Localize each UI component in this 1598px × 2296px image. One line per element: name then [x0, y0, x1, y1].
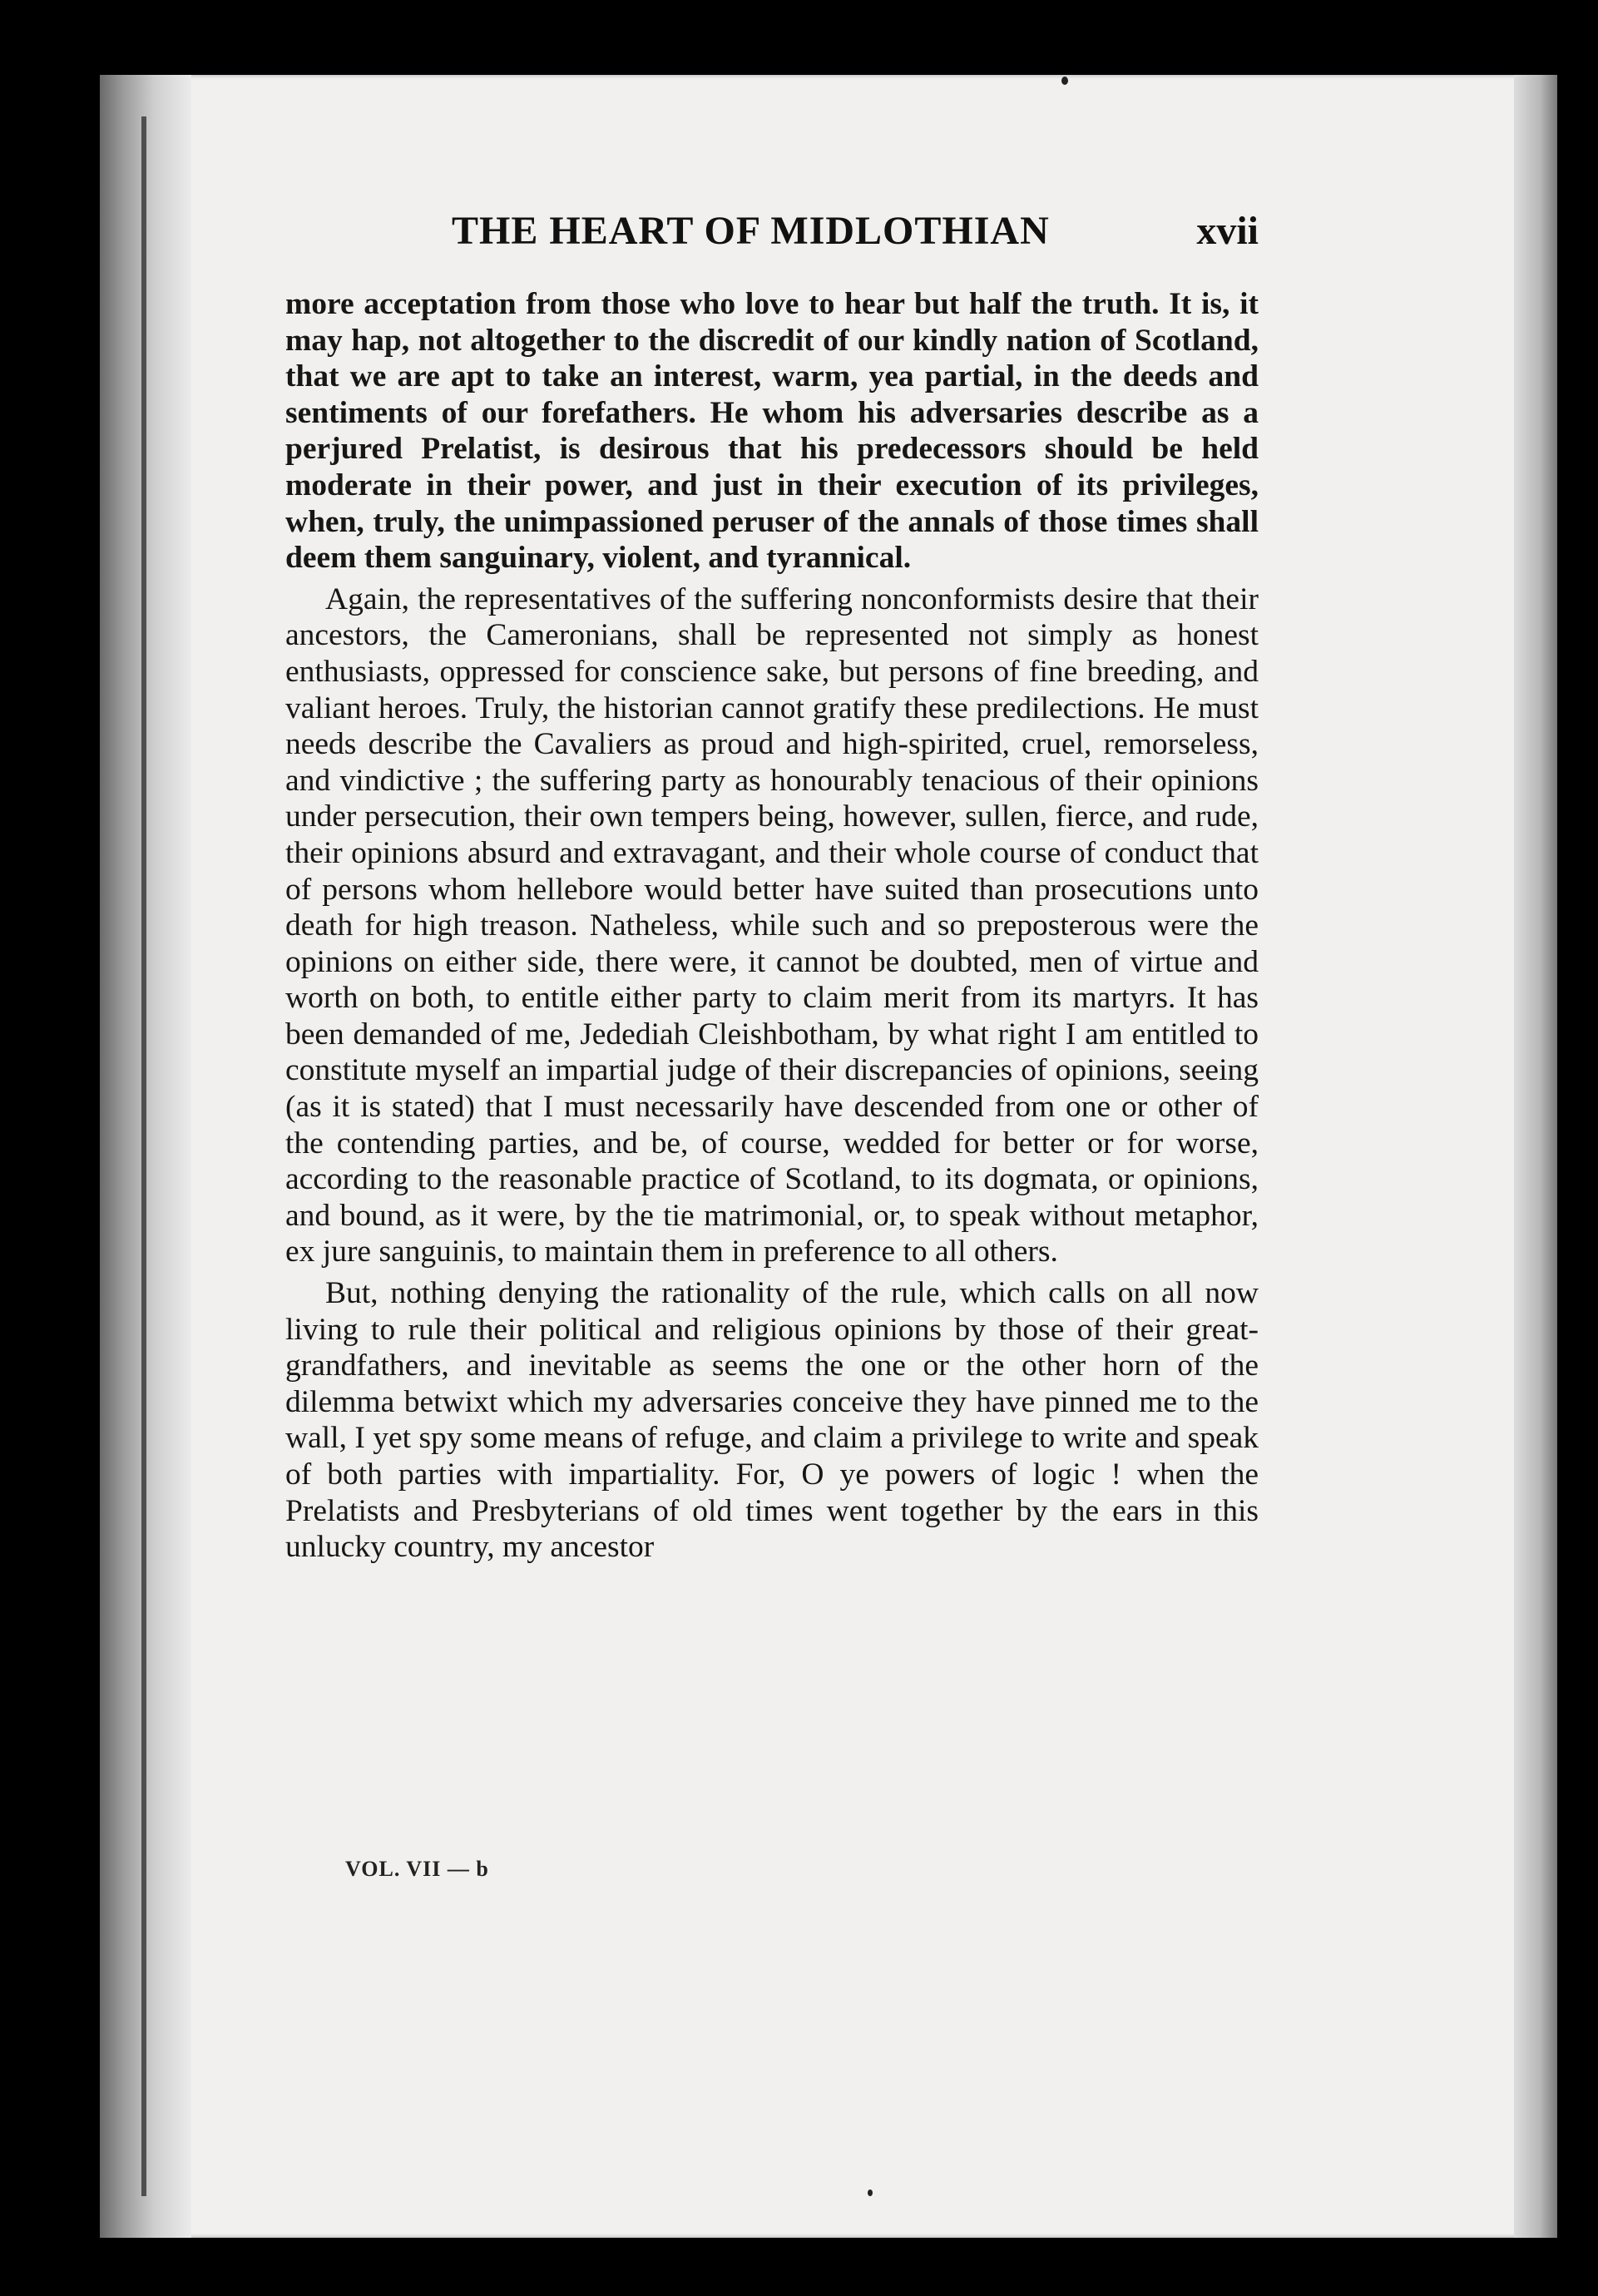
ink-speck	[868, 2190, 873, 2196]
page-edge	[1514, 75, 1557, 2238]
paragraph-3: But, nothing denying the rationality of the rule, which calls on all now living to rule their political and religious opinions by those of their great-grandfathers, and inevitable as seems the one or the other horn of the dilemma betwixt which my adversaries conceive they have pinned me to the wall, I yet spy some means of refuge, and claim a privilege to write and speak of both parties with impartiality. For, O ye powers of logic ! when the Prelatists and Presbyterians of old times went together by the ears in this unlucky country, my ancestor	[285, 1276, 1259, 1565]
page-header	[285, 208, 1259, 266]
body-text	[285, 286, 1259, 1566]
paragraph-1: more acceptation from those who love to hear but half the truth. It is, it may hap, not altogether to the discredit of our kindly nation of Scotland, that we are apt to take an interest, warm, yea partial, in the deeds and sentiments of our forefathers. He whom his adversaries describe as a perjured Prelatist, is desirous that his predecessors should be held moderate in their power, and just in their execution of its privileges, when, truly, the unimpassioned peruser of the annals of those times shall deem them sanguinary, violent, and tyrannical.	[285, 287, 1259, 576]
signature-mark: VOL. VII — b	[345, 1857, 489, 1881]
paragraph-2: Again, the representatives of the suffering nonconformists desire that their ancestors, the Cameronians, shall be represented not simply as honest enthusiasts, oppressed for conscience sake, but persons of fine breeding, and valiant heroes. Truly, the historian cannot gratify these predilections. He must needs describe the Cavaliers as proud and high-spirited, cruel, remorseless, and vindictive ; the suffering party as honourably tenacious of their opinions under persecution, their own tempers being, however, sullen, fierce, and rude, their opinions absurd and extravagant, and their whole course of conduct that of persons whom hellebore would better have suited than prosecutions unto death for high treason. Natheless, while such and so preposterous were the opinions on either side, there were, it cannot be doubted, men of virtue and worth on both, to entitle either party to claim merit from its martyrs. It has been demanded of me, Jedediah Cleishbotham, by what right I am entitled to constitute myself an impartial judge of their discrepancies of opinions, seeing (as it is stated) that I must necessarily have descended from one or other of the contending parties, and be, of course, wedded for better or for worse, according to the reasonable practice of Scotland, to its dogmata, or opinions, and bound, as it were, by the tie matrimonial, or, to speak without metaphor, ex jure sanguinis, to maintain them in preference to all others.	[285, 581, 1259, 1269]
ink-speck	[1061, 77, 1068, 85]
binding-shadow	[141, 116, 146, 2196]
page-number: xvii	[1196, 209, 1259, 253]
running-head: THE HEART OF MIDLOTHIAN	[452, 209, 1050, 253]
